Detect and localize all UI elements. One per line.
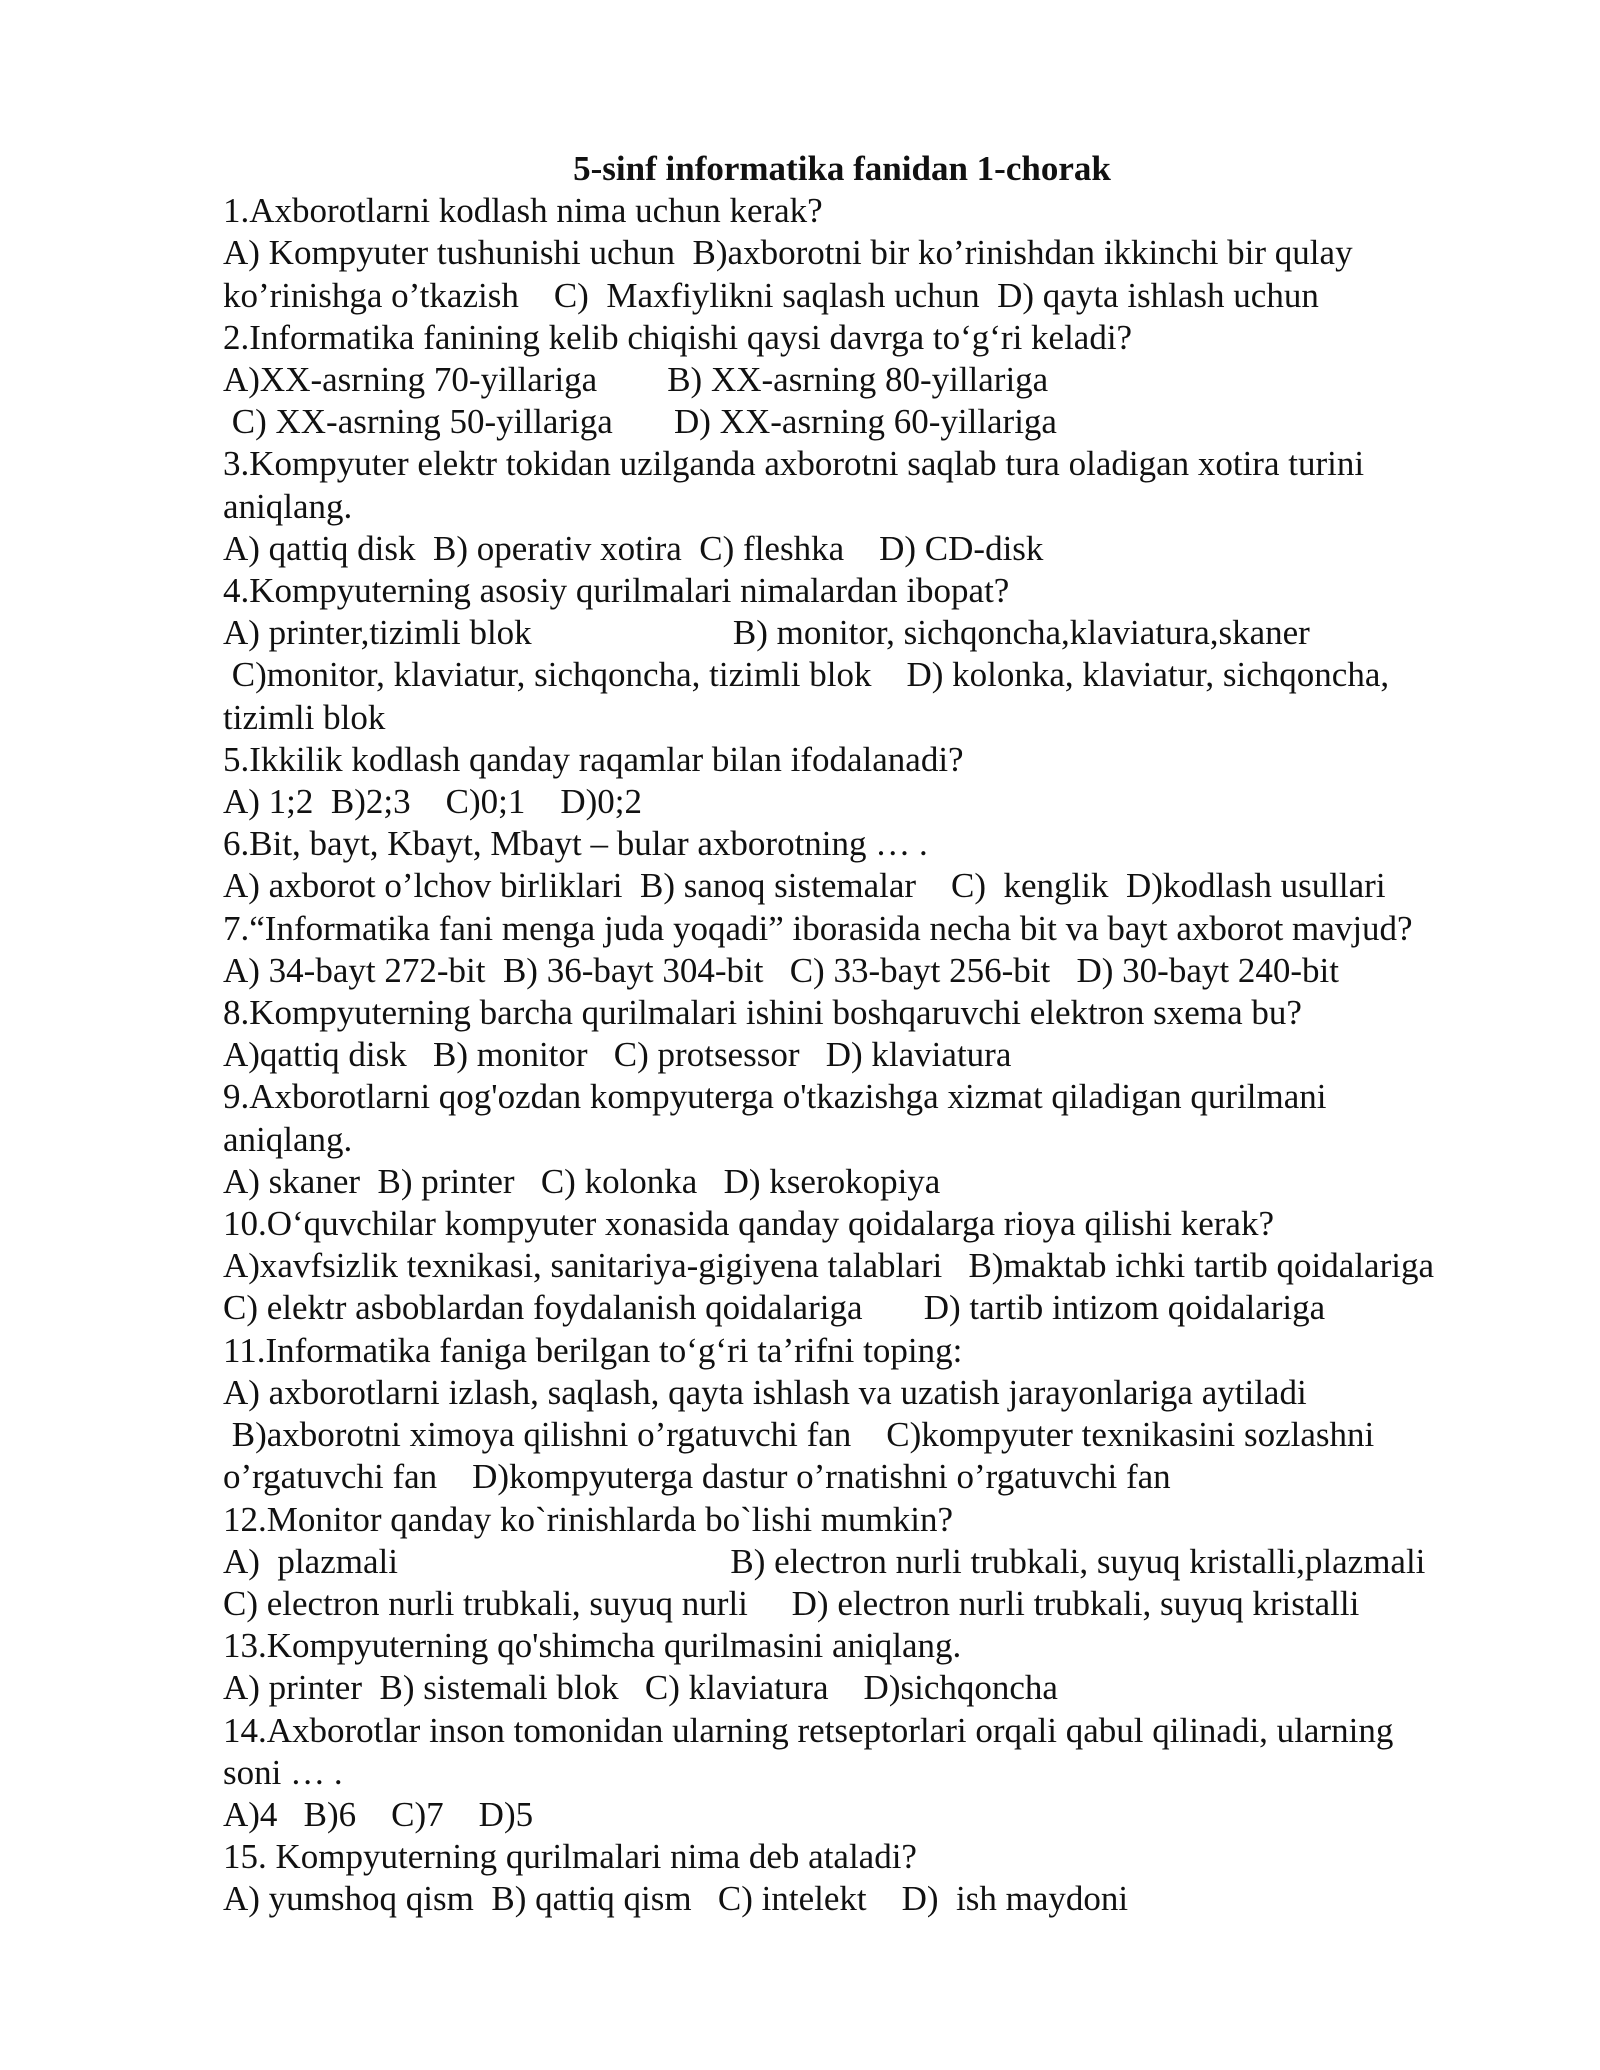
text-line: soni … . [223,1752,343,1792]
text-line: 1.Axborotlarni kodlash nima uchun kerak? [223,191,823,231]
text-line: 6.Bit, bayt, Kbayt, Mbayt – bular axborotning … . [223,824,928,864]
question-list [223,190,1523,1920]
text-line: 3.Kompyuter elektr tokidan uzilganda axborotni saqlab tura oladigan xotira turini [223,444,1365,484]
text-line: A) axborotlarni izlash, saqlash, qayta ishlash va uzatish jarayonlariga aytiladi [223,1372,1307,1412]
document-title: 5-sinf informatika fanidan 1-chorak [573,149,1111,188]
text-line: aniqlang. [223,1119,353,1159]
text-line: C) XX-asrning 50-yillariga D) XX-asrning 60-yillariga [223,402,1057,442]
text-line: A) printer,tizimli blok B) monitor, sichqoncha,klaviatura,skaner [223,613,1310,653]
text-line: 10.O‘quvchilar kompyuter xonasida qanday qoidalarga rioya qilishi kerak? [223,1204,1274,1244]
text-line: C)monitor, klaviatur, sichqoncha, tizimli blok D) kolonka, klaviatur, sichqoncha, [223,655,1390,695]
text-line: A)qattiq disk B) monitor C) protsessor D) klaviatura [223,1035,1012,1075]
text-line: 7.“Informatika fani menga juda yoqadi” iborasida necha bit va bayt axborot mavjud? [223,908,1413,948]
text-line: A)xavfsizlik texnikasi, sanitariya-gigiyena talablari B)maktab ichki tartib qoidalariga [223,1246,1434,1286]
text-line: 15. Kompyuterning qurilmalari nima deb ataladi? [223,1837,917,1877]
text-line: 9.Axborotlarni qog'ozdan kompyuterga o'tkazishga xizmat qiladigan qurilmani [223,1077,1327,1117]
document-page [223,148,1523,1921]
text-line: A) plazmali B) electron nurli trubkali, suyuq kristalli,plazmali [223,1541,1426,1581]
text-line: C) elektr asboblardan foydalanish qoidalariga D) tartib intizom qoidalariga [223,1288,1326,1328]
text-line: 13.Kompyuterning qo'shimcha qurilmasini aniqlang. [223,1626,962,1666]
text-line: A) axborot o’lchov birliklari B) sanoq sistemalar C) kenglik D)kodlash usullari [223,866,1386,906]
text-line: 8.Kompyuterning barcha qurilmalari ishini boshqaruvchi elektron sxema bu? [223,993,1302,1033]
text-line: A)XX-asrning 70-yillariga B) XX-asrning 80-yillariga [223,360,1049,400]
text-line: A) Kompyuter tushunishi uchun B)axborotni bir ko’rinishdan ikkinchi bir qulay [223,233,1353,273]
text-line: A) 1;2 B)2;3 C)0;1 D)0;2 [223,782,643,822]
text-line: o’rgatuvchi fan D)kompyuterga dastur o’rnatishni o’rgatuvchi fan [223,1457,1171,1497]
text-line: A) qattiq disk B) operativ xotira C) fleshka D) CD-disk [223,528,1044,568]
text-line: tizimli blok [223,697,386,737]
text-line: 11.Informatika faniga berilgan to‘g‘ri ta’rifni toping: [223,1330,963,1370]
text-line: A) skaner B) printer C) kolonka D) kserokopiya [223,1161,941,1201]
text-line: ko’rinishga o’tkazish C) Maxfiylikni saqlash uchun D) qayta ishlash uchun [223,275,1319,315]
text-line: A) printer B) sistemali blok C) klaviatura D)sichqoncha [223,1668,1058,1708]
text-line: 14.Axborotlar inson tomonidan ularning retseptorlari orqali qabul qilinadi, ularning [223,1710,1394,1750]
text-line: A) yumshoq qism B) qattiq qism C) intelekt D) ish maydoni [223,1879,1129,1919]
text-line: A)4 B)6 C)7 D)5 [223,1794,534,1834]
text-line: A) 34-bayt 272-bit B) 36-bayt 304-bit C) 33-bayt 256-bit D) 30-bayt 240-bit [223,950,1339,990]
text-line: 4.Kompyuterning asosiy qurilmalari nimalardan ibopat? [223,571,1010,611]
text-line: B)axborotni ximoya qilishni o’rgatuvchi fan C)kompyuter texnikasini sozlashni [223,1415,1375,1455]
text-line: aniqlang. [223,486,353,526]
text-line: 5.Ikkilik kodlash qanday raqamlar bilan ifodalanadi? [223,739,964,779]
text-line: 12.Monitor qanday ko`rinishlarda bo`lishi mumkin? [223,1499,954,1539]
text-line: 2.Informatika fanining kelib chiqishi qaysi davrga to‘g‘ri keladi? [223,317,1133,357]
text-line: C) electron nurli trubkali, suyuq nurli D) electron nurli trubkali, suyuq kristalli [223,1583,1360,1623]
